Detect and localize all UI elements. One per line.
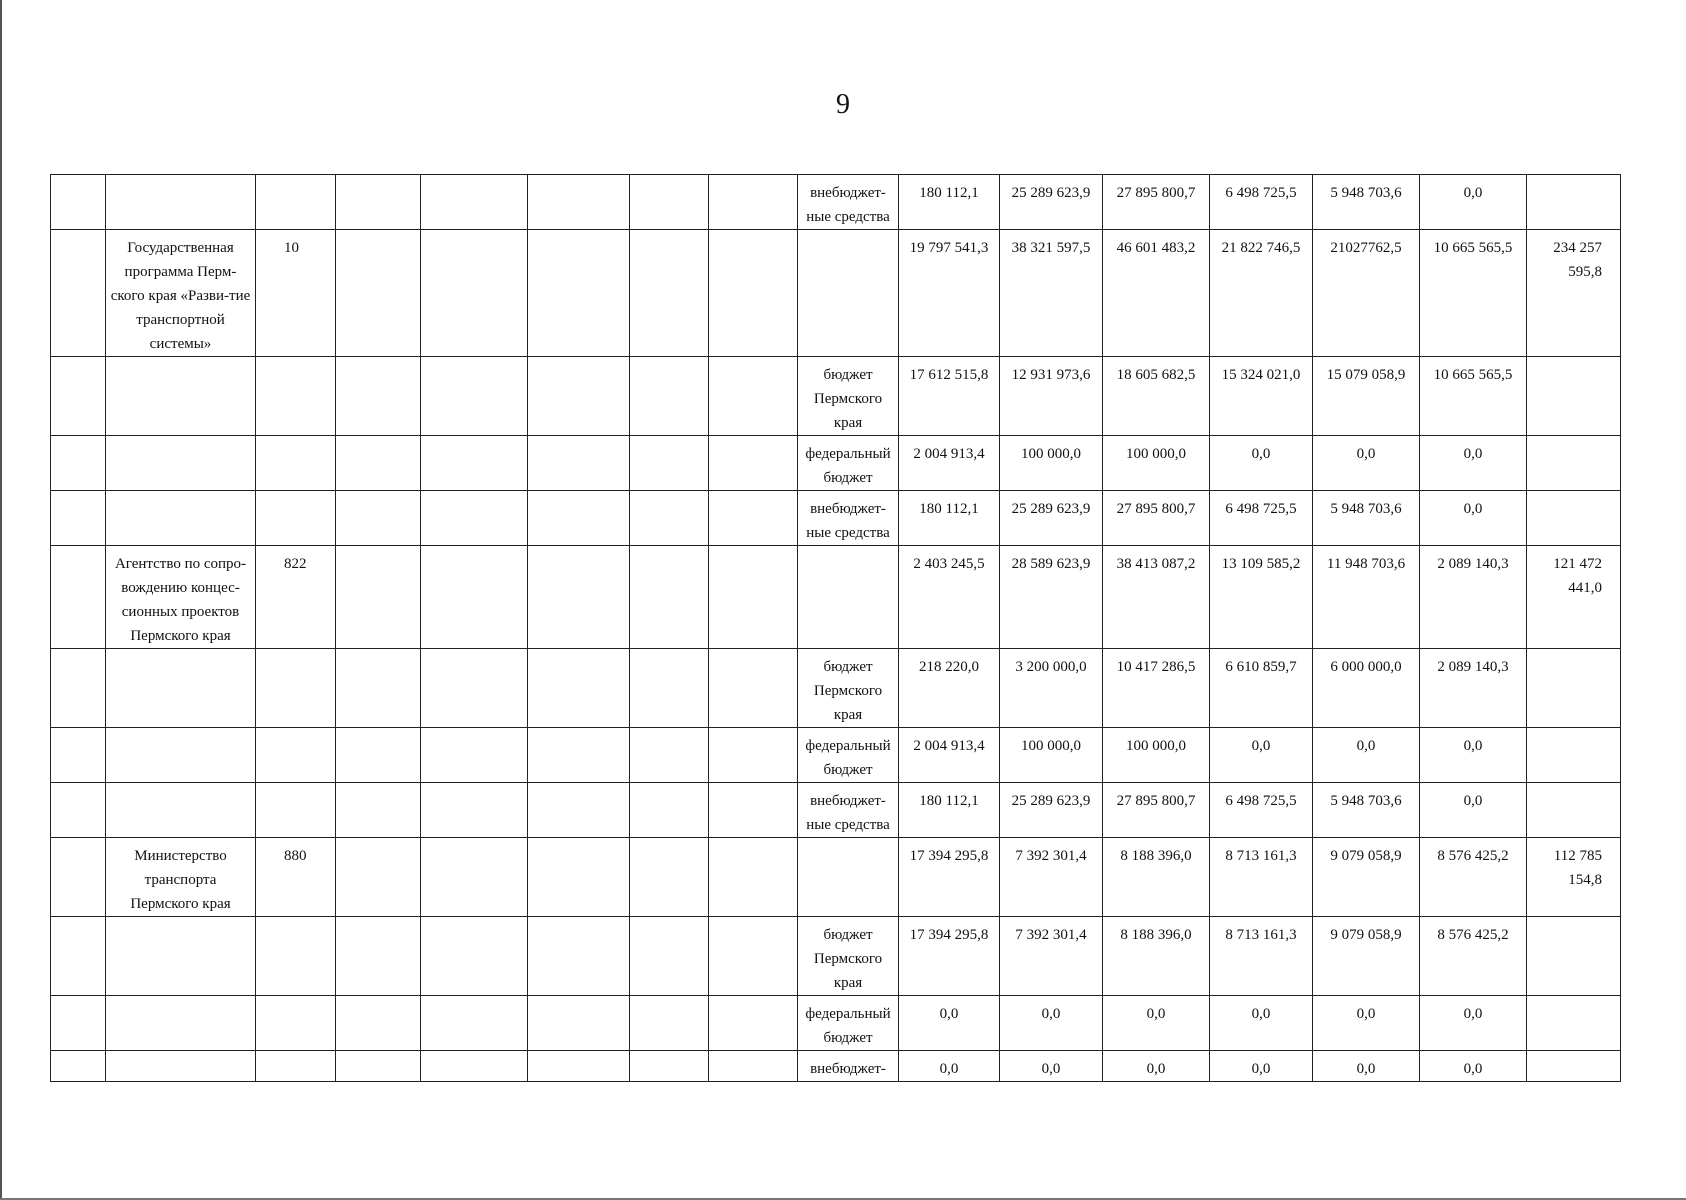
program-name-cell (106, 783, 256, 838)
funding-source-cell (798, 546, 899, 649)
program-name-cell (106, 728, 256, 783)
value-cell: 8 188 396,0 (1103, 917, 1210, 996)
value-cell: 2 004 913,4 (899, 436, 1000, 491)
table-row (51, 1051, 1621, 1082)
total-cell (1527, 649, 1621, 728)
value-cell: 0,0 (1103, 1051, 1210, 1082)
empty-cell (528, 436, 630, 491)
empty-cell (336, 728, 421, 783)
empty-cell (709, 728, 798, 783)
empty-cell (421, 649, 528, 728)
program-name-cell (106, 649, 256, 728)
page-number: 9 (836, 89, 850, 120)
code-cell (256, 783, 336, 838)
value-cell: 7 392 301,4 (1000, 917, 1103, 996)
value-cell: 0,0 (1313, 1051, 1420, 1082)
value-cell: 19 797 541,3 (899, 230, 1000, 357)
empty-cell (528, 1051, 630, 1082)
empty-cell (630, 436, 709, 491)
code-cell (256, 996, 336, 1051)
empty-cell (421, 491, 528, 546)
funding-source-cell: бюджет Пермского края (798, 357, 899, 436)
value-cell: 3 200 000,0 (1000, 649, 1103, 728)
value-cell: 27 895 800,7 (1103, 175, 1210, 230)
funding-source-cell: внебюджет-ные средства (798, 175, 899, 230)
empty-cell (336, 783, 421, 838)
code-cell (256, 436, 336, 491)
empty-cell (421, 838, 528, 917)
program-name-cell (106, 996, 256, 1051)
empty-cell (630, 546, 709, 649)
empty-cell (709, 436, 798, 491)
empty-cell (630, 996, 709, 1051)
empty-cell (421, 357, 528, 436)
empty-cell (336, 996, 421, 1051)
empty-cell (51, 230, 106, 357)
empty-cell (709, 649, 798, 728)
empty-cell (528, 917, 630, 996)
table-body (51, 175, 1621, 1082)
empty-cell (630, 728, 709, 783)
code-cell: 880 (256, 838, 336, 917)
empty-cell (51, 838, 106, 917)
code-cell (256, 491, 336, 546)
empty-cell (421, 1051, 528, 1082)
empty-cell (336, 436, 421, 491)
value-cell: 6 610 859,7 (1210, 649, 1313, 728)
program-name-cell: Агентство по сопро-вождению концес-сионных проектов Пермского края (106, 546, 256, 649)
total-cell (1527, 175, 1621, 230)
empty-cell (51, 357, 106, 436)
empty-cell (51, 436, 106, 491)
empty-cell (528, 175, 630, 230)
value-cell: 7 392 301,4 (1000, 838, 1103, 917)
program-name-cell (106, 175, 256, 230)
empty-cell (528, 783, 630, 838)
empty-cell (51, 917, 106, 996)
empty-cell (51, 783, 106, 838)
empty-cell (51, 1051, 106, 1082)
table-row (51, 917, 1621, 996)
empty-cell (336, 649, 421, 728)
value-cell: 27 895 800,7 (1103, 491, 1210, 546)
empty-cell (630, 783, 709, 838)
total-cell (1527, 436, 1621, 491)
value-cell: 10 417 286,5 (1103, 649, 1210, 728)
value-cell: 10 665 565,5 (1420, 230, 1527, 357)
table-row (51, 649, 1621, 728)
value-cell: 17 612 515,8 (899, 357, 1000, 436)
value-cell: 0,0 (899, 1051, 1000, 1082)
value-cell: 0,0 (1000, 1051, 1103, 1082)
program-name-cell (106, 1051, 256, 1082)
total-cell: 112 785 154,8 (1527, 838, 1621, 917)
empty-cell (51, 996, 106, 1051)
empty-cell (630, 357, 709, 436)
program-name-cell (106, 436, 256, 491)
funding-source-cell: внебюджет- (798, 1051, 899, 1082)
empty-cell (421, 996, 528, 1051)
value-cell: 2 403 245,5 (899, 546, 1000, 649)
table-row (51, 996, 1621, 1051)
value-cell: 0,0 (1210, 728, 1313, 783)
empty-cell (336, 838, 421, 917)
empty-cell (709, 1051, 798, 1082)
scan-edge-left (0, 0, 2, 1200)
value-cell: 0,0 (1313, 436, 1420, 491)
empty-cell (630, 649, 709, 728)
empty-cell (421, 783, 528, 838)
table-row (51, 491, 1621, 546)
value-cell: 38 413 087,2 (1103, 546, 1210, 649)
empty-cell (421, 728, 528, 783)
budget-table (50, 174, 1621, 1082)
value-cell: 38 321 597,5 (1000, 230, 1103, 357)
empty-cell (709, 838, 798, 917)
table-row (51, 175, 1621, 230)
total-cell (1527, 1051, 1621, 1082)
code-cell (256, 728, 336, 783)
total-cell (1527, 728, 1621, 783)
value-cell: 0,0 (1000, 996, 1103, 1051)
value-cell: 6 000 000,0 (1313, 649, 1420, 728)
empty-cell (51, 175, 106, 230)
table-row (51, 230, 1621, 357)
value-cell: 0,0 (1210, 996, 1313, 1051)
table-row (51, 546, 1621, 649)
table-row (51, 783, 1621, 838)
value-cell: 6 498 725,5 (1210, 783, 1313, 838)
program-name-cell (106, 917, 256, 996)
code-cell (256, 649, 336, 728)
value-cell: 0,0 (1420, 436, 1527, 491)
value-cell: 5 948 703,6 (1313, 491, 1420, 546)
funding-source-cell: внебюджет-ные средства (798, 783, 899, 838)
value-cell: 180 112,1 (899, 491, 1000, 546)
empty-cell (709, 491, 798, 546)
empty-cell (630, 491, 709, 546)
empty-cell (528, 838, 630, 917)
empty-cell (336, 357, 421, 436)
value-cell: 0,0 (1103, 996, 1210, 1051)
value-cell: 5 948 703,6 (1313, 175, 1420, 230)
value-cell: 12 931 973,6 (1000, 357, 1103, 436)
value-cell: 21027762,5 (1313, 230, 1420, 357)
code-cell (256, 1051, 336, 1082)
empty-cell (709, 175, 798, 230)
empty-cell (336, 175, 421, 230)
value-cell: 6 498 725,5 (1210, 175, 1313, 230)
empty-cell (336, 491, 421, 546)
funding-source-cell (798, 230, 899, 357)
value-cell: 18 605 682,5 (1103, 357, 1210, 436)
value-cell: 0,0 (1313, 728, 1420, 783)
code-cell: 822 (256, 546, 336, 649)
value-cell: 8 188 396,0 (1103, 838, 1210, 917)
value-cell: 13 109 585,2 (1210, 546, 1313, 649)
empty-cell (51, 546, 106, 649)
empty-cell (336, 917, 421, 996)
program-name-cell (106, 357, 256, 436)
empty-cell (336, 546, 421, 649)
value-cell: 0,0 (899, 996, 1000, 1051)
value-cell: 27 895 800,7 (1103, 783, 1210, 838)
total-cell (1527, 491, 1621, 546)
empty-cell (528, 996, 630, 1051)
code-cell (256, 917, 336, 996)
value-cell: 0,0 (1420, 175, 1527, 230)
value-cell: 9 079 058,9 (1313, 838, 1420, 917)
empty-cell (51, 728, 106, 783)
program-name-cell: Государственная программа Перм-ского края «Разви-тие транспортной системы» (106, 230, 256, 357)
value-cell: 25 289 623,9 (1000, 175, 1103, 230)
empty-cell (421, 917, 528, 996)
value-cell: 180 112,1 (899, 175, 1000, 230)
program-name-cell (106, 491, 256, 546)
total-cell (1527, 783, 1621, 838)
empty-cell (528, 728, 630, 783)
value-cell: 2 089 140,3 (1420, 546, 1527, 649)
empty-cell (528, 649, 630, 728)
value-cell: 8 576 425,2 (1420, 917, 1527, 996)
empty-cell (528, 546, 630, 649)
value-cell: 6 498 725,5 (1210, 491, 1313, 546)
empty-cell (630, 1051, 709, 1082)
value-cell: 10 665 565,5 (1420, 357, 1527, 436)
code-cell (256, 357, 336, 436)
value-cell: 9 079 058,9 (1313, 917, 1420, 996)
value-cell: 8 713 161,3 (1210, 838, 1313, 917)
empty-cell (51, 649, 106, 728)
value-cell: 46 601 483,2 (1103, 230, 1210, 357)
empty-cell (709, 996, 798, 1051)
value-cell: 100 000,0 (1103, 728, 1210, 783)
value-cell: 2 089 140,3 (1420, 649, 1527, 728)
code-cell: 10 (256, 230, 336, 357)
funding-source-cell: бюджет Пермского края (798, 649, 899, 728)
program-name-cell: Министерство транспорта Пермского края (106, 838, 256, 917)
value-cell: 0,0 (1420, 728, 1527, 783)
empty-cell (709, 230, 798, 357)
empty-cell (709, 783, 798, 838)
empty-cell (709, 357, 798, 436)
value-cell: 0,0 (1420, 996, 1527, 1051)
value-cell: 2 004 913,4 (899, 728, 1000, 783)
value-cell: 17 394 295,8 (899, 917, 1000, 996)
empty-cell (336, 230, 421, 357)
value-cell: 100 000,0 (1000, 728, 1103, 783)
value-cell: 100 000,0 (1103, 436, 1210, 491)
code-cell (256, 175, 336, 230)
total-cell: 234 257 595,8 (1527, 230, 1621, 357)
funding-source-cell: федеральный бюджет (798, 436, 899, 491)
value-cell: 17 394 295,8 (899, 838, 1000, 917)
table-row (51, 728, 1621, 783)
value-cell: 8 576 425,2 (1420, 838, 1527, 917)
empty-cell (336, 1051, 421, 1082)
funding-source-cell: бюджет Пермского края (798, 917, 899, 996)
empty-cell (528, 491, 630, 546)
value-cell: 25 289 623,9 (1000, 491, 1103, 546)
empty-cell (630, 230, 709, 357)
empty-cell (709, 546, 798, 649)
funding-source-cell: федеральный бюджет (798, 728, 899, 783)
table-row (51, 838, 1621, 917)
empty-cell (709, 917, 798, 996)
value-cell: 0,0 (1313, 996, 1420, 1051)
total-cell (1527, 917, 1621, 996)
empty-cell (630, 175, 709, 230)
funding-source-cell: федеральный бюджет (798, 996, 899, 1051)
value-cell: 5 948 703,6 (1313, 783, 1420, 838)
empty-cell (630, 838, 709, 917)
empty-cell (51, 491, 106, 546)
value-cell: 0,0 (1210, 1051, 1313, 1082)
value-cell: 8 713 161,3 (1210, 917, 1313, 996)
value-cell: 15 079 058,9 (1313, 357, 1420, 436)
table-row (51, 436, 1621, 491)
table-row (51, 357, 1621, 436)
value-cell: 0,0 (1420, 491, 1527, 546)
value-cell: 0,0 (1210, 436, 1313, 491)
total-cell (1527, 357, 1621, 436)
value-cell: 180 112,1 (899, 783, 1000, 838)
value-cell: 0,0 (1420, 783, 1527, 838)
empty-cell (421, 546, 528, 649)
empty-cell (528, 357, 630, 436)
funding-source-cell: внебюджет-ные средства (798, 491, 899, 546)
empty-cell (528, 230, 630, 357)
empty-cell (421, 230, 528, 357)
empty-cell (421, 175, 528, 230)
value-cell: 100 000,0 (1000, 436, 1103, 491)
total-cell: 121 472 441,0 (1527, 546, 1621, 649)
value-cell: 25 289 623,9 (1000, 783, 1103, 838)
value-cell: 15 324 021,0 (1210, 357, 1313, 436)
value-cell: 21 822 746,5 (1210, 230, 1313, 357)
value-cell: 28 589 623,9 (1000, 546, 1103, 649)
empty-cell (421, 436, 528, 491)
empty-cell (630, 917, 709, 996)
value-cell: 0,0 (1420, 1051, 1527, 1082)
value-cell: 11 948 703,6 (1313, 546, 1420, 649)
funding-source-cell (798, 838, 899, 917)
total-cell (1527, 996, 1621, 1051)
value-cell: 218 220,0 (899, 649, 1000, 728)
